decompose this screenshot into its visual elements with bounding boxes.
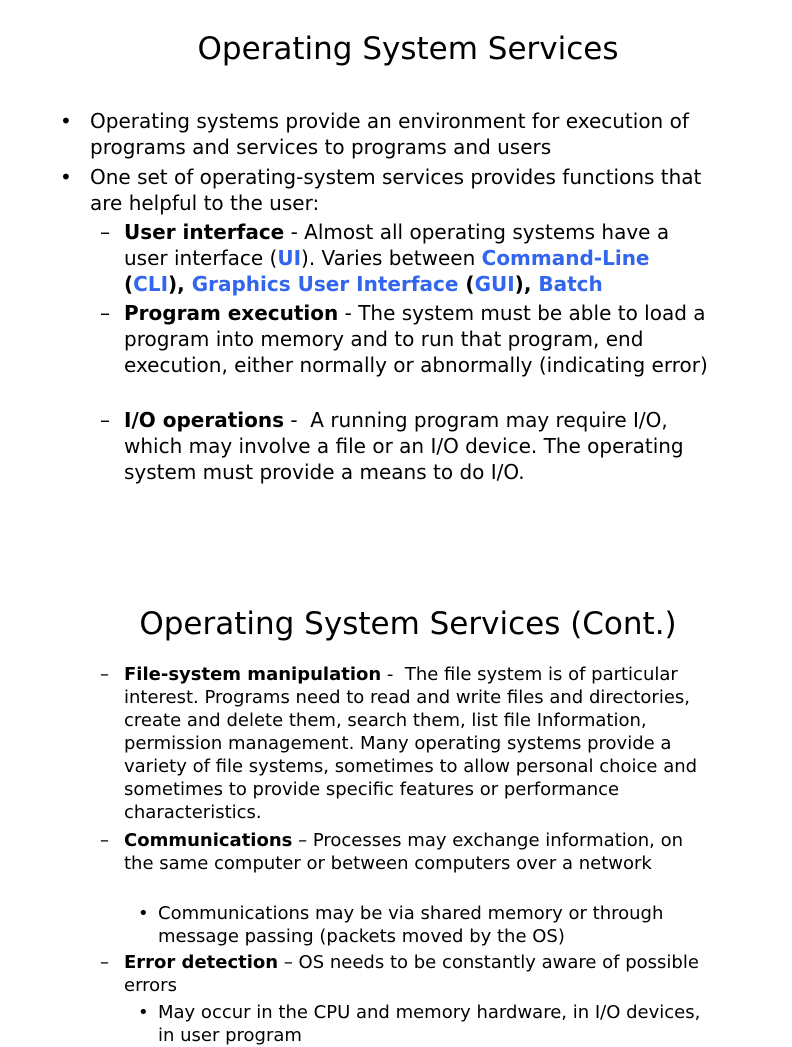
- description: A running program may require I/O, which may involve a file or an I/O device. The operating system must provide a means to do I/O.: [124, 408, 684, 484]
- paren: (: [458, 272, 475, 296]
- slide-1-title: Operating System Services: [197, 31, 619, 67]
- term-io-operations: I/O operations: [124, 408, 284, 432]
- separator: –: [292, 830, 313, 851]
- paren: (: [124, 272, 134, 296]
- sub-sub-item-text: May occur in the CPU and memory hardware, in I/O devices, in user program: [158, 1002, 701, 1046]
- description: The file system is of particular interest. Programs need to read and write files and directories, create and delete them, search them, list file Information, permission management. Many operating systems provide a variety of file systems, sometimes to allow personal choice and sometimes to provide specific features or performance characteristics.: [124, 664, 698, 823]
- sub-item-text: [124, 829, 714, 875]
- sub-sub-item: [138, 1001, 718, 1047]
- term-gui: GUI: [474, 272, 515, 296]
- bullet-item: [60, 164, 715, 216]
- dash-marker: –: [100, 408, 110, 432]
- sub-item-io-operations: [100, 407, 714, 485]
- term-batch: Batch: [538, 272, 603, 296]
- sub-sub-item-text: Communications may be via shared memory or through message passing (packets moved by the OS): [158, 903, 664, 947]
- bullet-marker: •: [138, 903, 149, 924]
- separator: -: [338, 301, 359, 325]
- term-error-detection: Error detection: [124, 952, 279, 973]
- paren: ),: [514, 272, 539, 296]
- term-communications: Communications: [124, 830, 293, 851]
- separator: -: [381, 664, 405, 685]
- bullet-marker: •: [60, 109, 72, 133]
- bullet-marker: •: [138, 1002, 149, 1023]
- separator: -: [284, 408, 311, 432]
- separator: -: [284, 220, 305, 244]
- description: Processes may exchange information, on the same computer or between computers over a network: [124, 830, 684, 874]
- term-program-execution: Program execution: [124, 301, 339, 325]
- slide-2: [0, 580, 768, 1046]
- slide-2-title: Operating System Services (Cont.): [139, 606, 677, 642]
- sub-item-file-system: [100, 663, 714, 824]
- sub-item-text: [124, 219, 714, 297]
- sub-item-text: [124, 407, 714, 485]
- description: The system must be able to load a program into memory and to run that program, end execution, either normally or abnormally (indicating error): [124, 301, 708, 377]
- description: OS needs to be constantly aware of possible errors: [124, 952, 699, 996]
- sub-item-text: [124, 951, 714, 997]
- sub-item-communications: [100, 829, 714, 875]
- term-file-system: File-system manipulation: [124, 664, 382, 685]
- bullet-item: [60, 108, 715, 160]
- sub-item-user-interface: [100, 219, 714, 297]
- sub-item-text: [124, 300, 714, 378]
- dash-marker: –: [100, 830, 109, 851]
- bullet-text: Operating systems provide an environment for execution of programs and services to programs and users: [90, 109, 689, 159]
- term-cli: CLI: [133, 272, 169, 296]
- sub-item-text: [124, 663, 714, 824]
- separator: –: [278, 952, 299, 973]
- description: ). Varies between: [301, 246, 482, 270]
- term-ui: UI: [277, 246, 302, 270]
- dash-marker: –: [100, 952, 109, 973]
- sub-sub-item: [138, 902, 718, 948]
- bullet-marker: •: [60, 165, 72, 189]
- paren: ),: [168, 272, 192, 296]
- term-command-line: Command-Line: [481, 246, 650, 270]
- sub-item-program-execution: [100, 300, 714, 378]
- dash-marker: –: [100, 664, 109, 685]
- dash-marker: –: [100, 220, 110, 244]
- term-gui-full: Graphics User Interface: [191, 272, 459, 296]
- description: Almost all operating systems have a user interface (: [124, 220, 670, 270]
- dash-marker: –: [100, 301, 110, 325]
- bullet-text: One set of operating-system services provides functions that are helpful to the user:: [90, 165, 702, 215]
- sub-item-error-detection: [100, 951, 714, 997]
- term-user-interface: User interface: [124, 220, 285, 244]
